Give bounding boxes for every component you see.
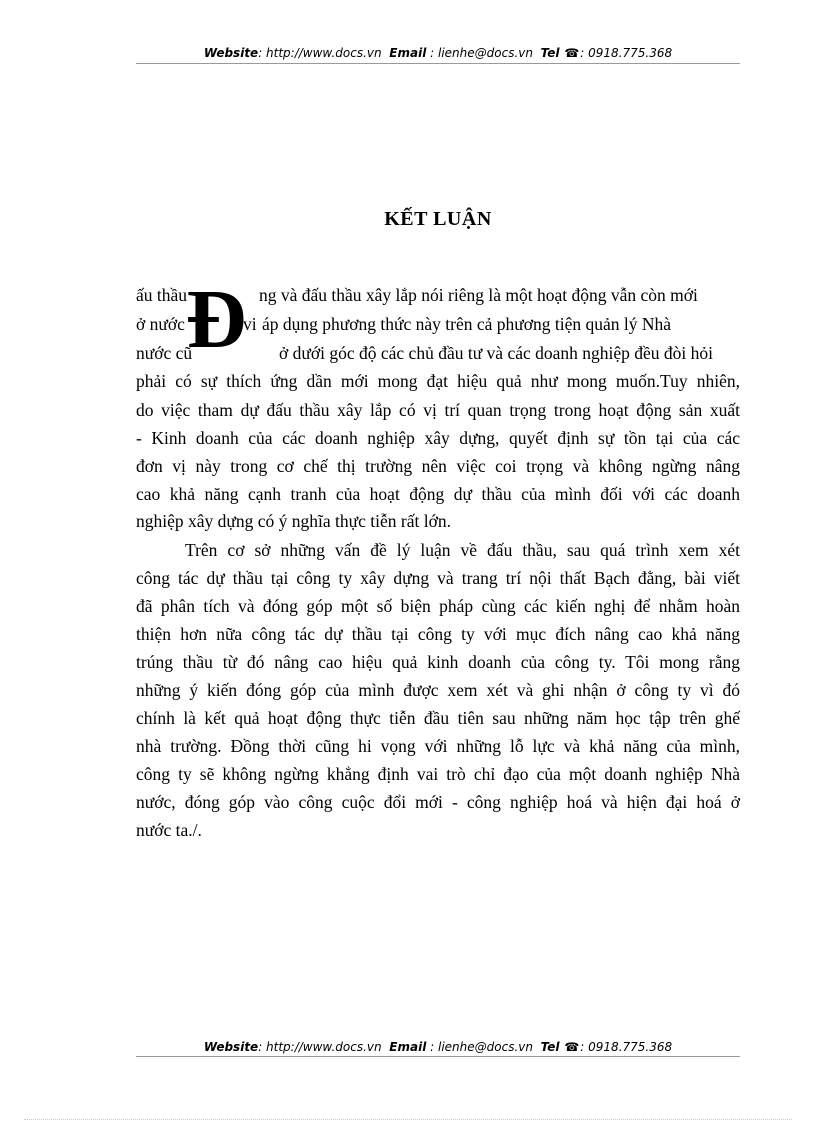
paragraph1-line: do việc tham dự đấu thầu xây lắp có vị trí quan trọng trong hoạt động sản xuất — [136, 400, 740, 420]
paragraph1-line: - Kinh doanh của các doanh nghiệp xây dựng, quyết định sự tồn tại của các — [136, 428, 740, 448]
page-header — [136, 46, 740, 60]
paragraph2-line: đã phân tích và đóng góp một số biện pháp cùng các kiến nghị để nhằm hoàn — [136, 596, 740, 616]
footer-divider — [136, 1056, 740, 1057]
paragraph2-line: công ty sẽ không ngừng khẳng định vai trò chỉ đạo của một doanh nghiệp Nhà — [136, 764, 740, 784]
paragraph2-line: Trên cơ sở những vấn đề lý luận về đấu thầu, sau quá trình xem xét — [185, 540, 740, 560]
paragraph1-line: phải có sự thích ứng dần mới mong đạt hiệu quả như mong muốn.Tuy nhiên, — [136, 371, 740, 391]
page-title: KẾT LUẬN — [384, 208, 492, 230]
paragraph2-line: những ý kiến đóng góp của mình được xem xét và ghi nhận ở công ty vì đó — [136, 680, 740, 700]
footer-email-value[interactable]: : lienhe@docs.vn — [430, 1040, 533, 1054]
paragraph1-line: cao khả năng cạnh tranh của hoạt động dự thầu của mình đối với các doanh — [136, 484, 740, 504]
paragraph2-line: nước, đóng góp vào công cuộc đổi mới - công nghiệp hoá và hiện đại hoá ở — [136, 792, 740, 812]
drop-cap: Đ — [186, 273, 247, 366]
footer-website-label: Website — [203, 1040, 259, 1054]
paragraph1-line: nghiệp xây dựng có ý nghĩa thực tiễn rất lớn. — [136, 511, 451, 531]
text-segment: ở dưới góc độ các chủ đầu tư và các doanh nghiệp đều đòi hỏi — [279, 343, 714, 363]
header-divider — [136, 63, 740, 64]
phone-icon: ☎ — [564, 46, 580, 60]
text-segment: áp dụng phương thức này trên cả phương tiện quản lý Nhà — [262, 314, 672, 334]
footer-email-label: Email — [389, 1040, 427, 1054]
paragraph2-line: nước ta./. — [136, 820, 202, 840]
paragraph1-line: đơn vị này trong cơ chế thị trường nên việc coi trọng và không ngừng nâng — [136, 456, 740, 476]
text-segment: ở nước — [136, 314, 185, 334]
header-tel-value: : 0918.775.368 — [580, 46, 673, 60]
page-footer — [136, 1040, 740, 1054]
page-bottom-border — [24, 1119, 792, 1120]
text-segment: vi — [243, 314, 257, 334]
paragraph2-line: công tác dự thầu tại công ty xây dựng và trang trí nội thất Bạch đằng, bài viết — [136, 568, 740, 588]
paragraph2-line: trúng thầu từ đó nâng cao hiệu quả kinh doanh của công ty. Tôi mong rằng — [136, 652, 740, 672]
header-email-value[interactable]: : lienhe@docs.vn — [430, 46, 533, 60]
footer-tel-label: Tel — [540, 1040, 560, 1054]
header-email-label: Email — [389, 46, 427, 60]
header-tel-label: Tel — [540, 46, 560, 60]
header-website-label: Website — [203, 46, 259, 60]
paragraph2-line: thiện hơn nữa công tác dự thầu tại công ty với mục đích nâng cao khả năng — [136, 624, 740, 644]
text-segment: ng và đấu thầu xây lắp nói riêng là một hoạt động vẫn còn mới — [259, 285, 698, 305]
text-segment: nước cũ — [136, 343, 193, 363]
footer-tel-value: : 0918.775.368 — [580, 1040, 673, 1054]
text-segment: ấu thầu — [136, 285, 188, 305]
phone-icon: ☎ — [564, 1040, 580, 1054]
header-website-url[interactable]: : http://www.docs.vn — [258, 46, 382, 60]
footer-website-url[interactable]: : http://www.docs.vn — [258, 1040, 382, 1054]
paragraph2-line: nhà trường. Đồng thời cũng hi vọng với những lỗ lực và khả năng của mình, — [136, 736, 740, 756]
paragraph2-line: chính là kết quả hoạt động thực tiễn đầu tiên sau những năm học tập trên ghế — [136, 708, 740, 728]
